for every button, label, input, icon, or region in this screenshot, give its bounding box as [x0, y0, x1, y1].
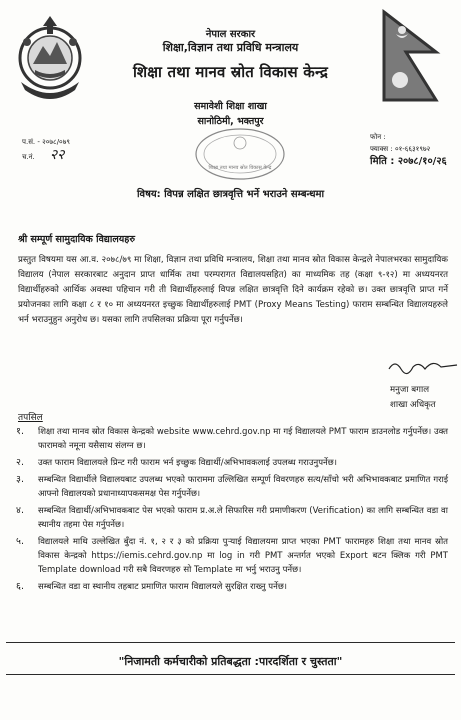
header-government: नेपाल सरकार — [205, 29, 256, 40]
list-item — [16, 535, 448, 577]
step-number: १. — [16, 426, 24, 437]
header-ministry: शिक्षा,विज्ञान तथा प्रविधि मन्त्रालय — [162, 41, 299, 54]
dispatch-label: च.नं. — [22, 153, 35, 161]
step-number: २. — [16, 457, 24, 468]
step-number: ५. — [16, 536, 24, 547]
list-item — [16, 473, 448, 501]
dispatch-number: २२ — [49, 147, 65, 163]
step-text: सम्बन्धित विद्यार्थी/अभिभावकबाट पेस भएको फाराम प्र.अ.ले सिफारिस गरी प्रमाणीकरण (Verification) का लागि सम्बन्धित वडा वा स्थानीय तहमा पेस गर्नुपर्नेछ। — [38, 506, 448, 530]
step-text: सम्बन्धित विद्यार्थीले विद्यालयबाट उपलब्ध भएको फाराममा उल्लिखित सम्पूर्ण विवरणहरु सत्य/साँचो भरी अभिभावकबाट प्रमाणित गराई आफ्नो विद्यालयको प्रधानाध्यापकसमक्ष पेस गर्नुपर्नेछ। — [38, 475, 448, 499]
reference-block — [22, 137, 70, 163]
step-text: सम्बन्धित वडा वा स्थानीय तहबाट प्रमाणित फाराम विद्यालयले सुरक्षित राख्नु पर्नेछ। — [38, 582, 288, 592]
subject-line: विषय: विपन्न लक्षित छात्रवृत्ति भर्ने भराउने सम्बन्धमा — [136, 189, 325, 200]
list-item — [16, 580, 448, 594]
signatory-name: मनुजा बगाल — [390, 385, 430, 395]
footer-motto: "निजामती कर्मचारीको प्रतिबद्धता :पारदर्शिता र चुस्तता" — [118, 655, 343, 668]
office-seal-icon — [190, 125, 290, 183]
phone-label: फोन : — [370, 133, 386, 141]
contact-block — [370, 131, 430, 155]
signatory-title: शाखा अधिकृत — [390, 400, 436, 410]
dispatch-line — [22, 148, 70, 163]
header-address: सानोठिमी, भक्तपुर — [197, 116, 264, 127]
list-item — [16, 425, 448, 453]
nepal-flag-icon — [378, 8, 444, 106]
letter-date: मिति : २०७८/१०/२६ — [370, 156, 447, 167]
step-text: शिक्षा तथा मानव स्रोत विकास केन्द्रको website www.cehrd.gov.np मा गई विद्यालयले PMT फाराम डाउनलोड गर्नुपर्नेछ। उक्त फारामको नमूना यसैसाथ संलग्न छ। — [38, 427, 448, 451]
step-number: ३. — [16, 474, 24, 485]
header-section: समावेशी शिक्षा शाखा — [194, 101, 267, 112]
step-text: उक्त फाराम विद्यालयले प्रिन्ट गरी फाराम भर्न इच्छुक विद्यार्थी/अभिभावकलाई उपलब्ध गराउनुपर्नेछ। — [38, 458, 337, 468]
body-paragraph: प्रस्तुत विषयमा यस आ.व. २०७८/७९ मा शिक्षा, विज्ञान तथा प्रविधि मन्त्रालय, शिक्षा तथा मानव स्रोत विकास केन्द्रले नेपालभरका सामुदायिक विद्यालय (नेपाल सरकारबाट अनुदान प्राप्त धार्मिक तथा परम्परागत विद्यालयसहित) का माध्यमिक तह (कक्षा ९-१२) मा अध्ययनरत विद्यार्थीहरुको आर्थिक अवस्था पहिचान गरी ती विद्यार्थीहरुलाई विपन्न लक्षित छात्रवृत्ति दिने कार्यक्रम रहेको छ। उक्त छात्रवृत्ति प्राप्त गर्ने प्रयोजनका लागि कक्षा ८ र १० मा अध्ययनरत इच्छुक विद्यार्थीहरुलाई PMT (Proxy Means Testing) फाराम सम्बन्धित विद्यालयहरुले भर्न भराउनुहुन अनुरोध छ। यसका लागि तपसिलका प्रक्रिया पूरा गर्नुपर्नेछ। — [18, 255, 448, 325]
steps-list — [16, 425, 448, 597]
signature-icon — [385, 355, 460, 377]
step-text: विद्यालयले माथि उल्लेखित बुँदा नं. १, २ र ३ को प्रक्रिया पुऱ्याई विद्यालयमा प्राप्त भएका PMT फारामहरु शिक्षा तथा मानव स्रोत विकास केन्द्रको https://iemis.cehrd.gov.np मा log in गरी PMT अन्तर्गत भएको Export बटन क्लिक गरी PMT Template download गरी सबै विवरणहरु सो Template मा भर्नु भराउनु पर्नेछ। — [38, 537, 448, 575]
step-number: ६. — [16, 581, 24, 592]
fax-label: फ्याक्स : ०१-६६३१९७२ — [370, 145, 431, 153]
tapasil-heading: तपसिल — [18, 413, 43, 423]
list-item — [16, 504, 448, 532]
step-number: ४. — [16, 505, 24, 516]
seal-text: शिक्षा तथा मानव स्रोत विकास केन्द्र — [208, 165, 272, 171]
signatory-block — [390, 383, 436, 413]
footer-divider-top — [6, 642, 455, 643]
addressee: श्री सम्पूर्ण सामुदायिक विद्यालयहरु — [18, 234, 136, 245]
list-item — [16, 456, 448, 470]
footer-divider-bottom — [6, 674, 455, 675]
header-office: शिक्षा तथा मानव स्रोत विकास केन्द्र — [133, 63, 328, 81]
letter-number: प.सं. - २०७८/०७९ — [22, 138, 70, 146]
